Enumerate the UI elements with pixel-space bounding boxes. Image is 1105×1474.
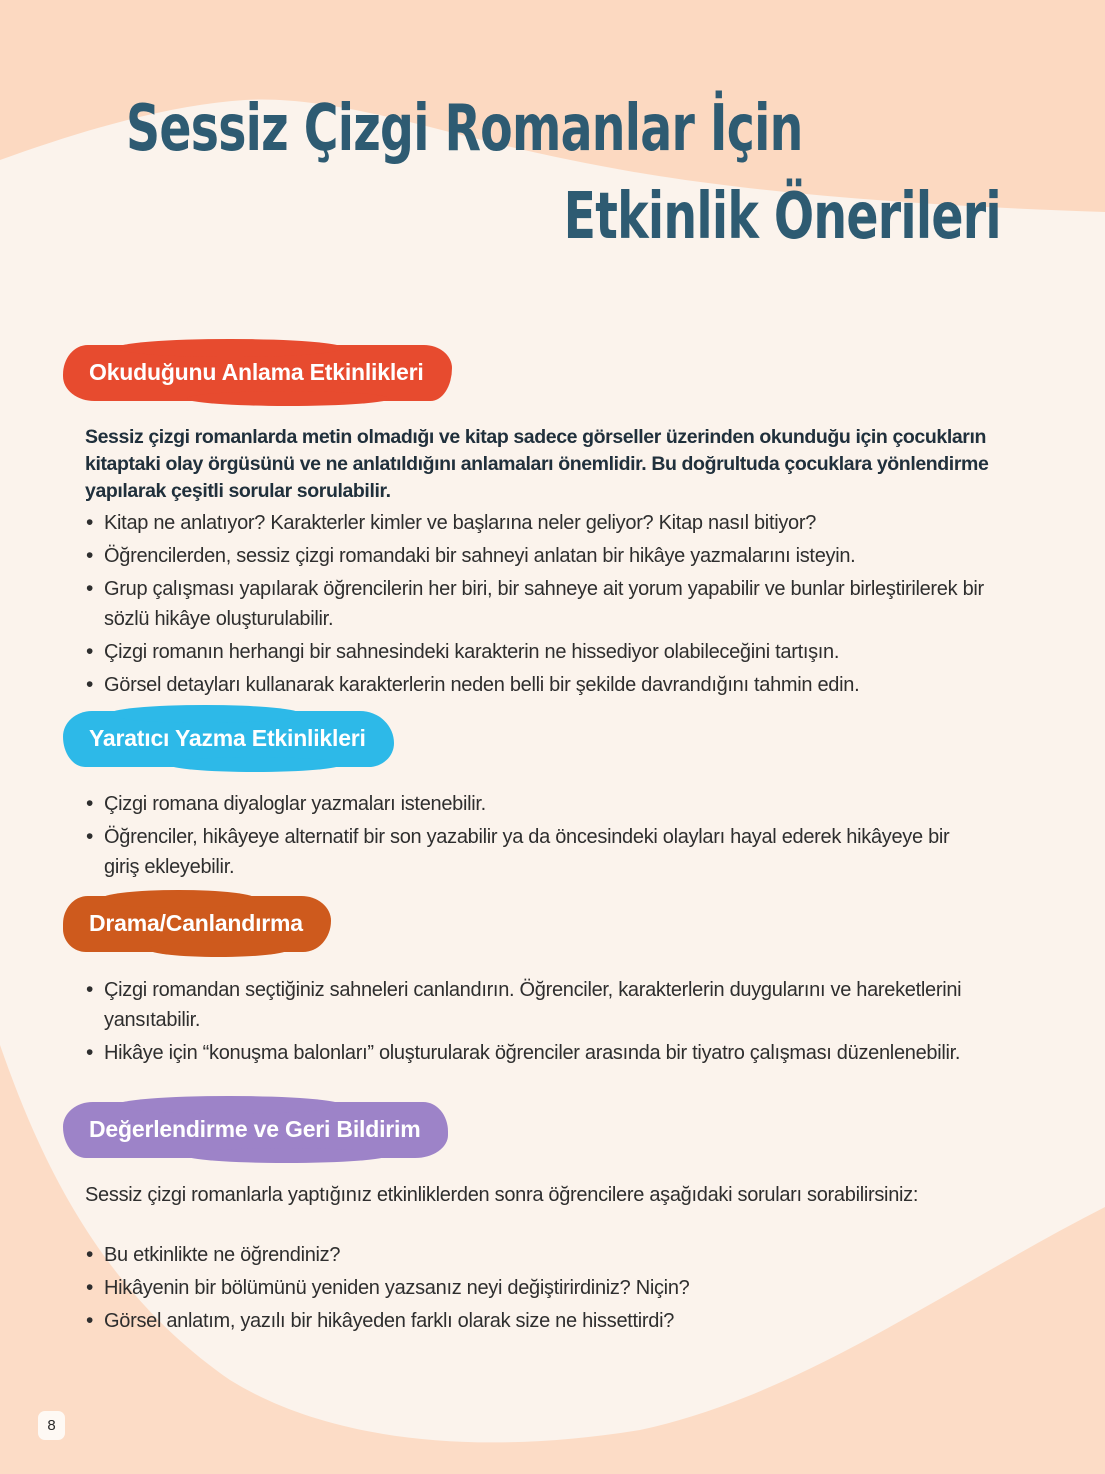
bullet-item: • Görsel anlatım, yazılı bir hikâyeden farklı olarak size ne hissettirdi? (85, 1306, 689, 1336)
bullet-item: • Hikâye için “konuşma balonları” oluşturularak öğrenciler arasında bir tiyatro çalışması düzenlenebilir. (85, 1038, 985, 1068)
section-heading-label: Değerlendirme ve Geri Bildirim (89, 1116, 421, 1142)
bullet-item: • Kitap ne anlatıyor? Karakterler kimler ve başlarına neler geliyor? Kitap nasıl bitiyor? (85, 508, 985, 538)
bullet-item: • Çizgi romana diyaloglar yazmaları istenebilir. (85, 789, 985, 819)
section-heading-label: Drama/Canlandırma (89, 910, 303, 936)
section-heading-comprehension (63, 345, 452, 401)
bullet-list-drama (85, 975, 985, 1068)
section-heading-evaluation (63, 1102, 448, 1158)
bullet-list-evaluation (85, 1240, 689, 1336)
bullet-list-creative-writing (85, 789, 985, 882)
bullet-list-comprehension (85, 508, 985, 700)
bullet-item: • Öğrenciler, hikâyeye alternatif bir son yazabilir ya da öncesindeki olayları hayal ederek hikâyeye bir giriş ekleyebilir. (85, 822, 985, 882)
page-number-badge (38, 1411, 65, 1440)
bullet-item: • Hikâyenin bir bölümünü yeniden yazsanız neyi değiştirirdiniz? Niçin? (85, 1273, 689, 1303)
section-heading-drama (63, 896, 331, 952)
section-intro-comprehension: Sessiz çizgi romanlarda metin olmadığı ve kitap sadece görseller üzerinden okunduğu için çocukların kitaptaki olay örgüsünü ve ne anlatıldığını anlamaları önemlidir. Bu doğrultuda çocuklara yönlendirme yapılarak çeşitli sorular sorulabilir. (85, 426, 989, 502)
section-heading-label: Yaratıcı Yazma Etkinlikleri (89, 725, 366, 751)
bullet-item: • Çizgi romanın herhangi bir sahnesindeki karakterin ne hissediyor olabileceğini tartışın. (85, 637, 985, 667)
section-intro-evaluation: Sessiz çizgi romanlarla yaptığınız etkinliklerden sonra öğrencilere aşağıdaki soruları sorabilirsiniz: (85, 1184, 919, 1206)
bullet-item: • Öğrencilerden, sessiz çizgi romandaki bir sahneyi anlatan bir hikâye yazmalarını isteyin. (85, 541, 985, 571)
page-number: 8 (47, 1417, 56, 1434)
page-title-line2: Etkinlik Önerileri (563, 180, 1001, 254)
bullet-item: • Bu etkinlikte ne öğrendiniz? (85, 1240, 689, 1270)
bullet-item: • Görsel detayları kullanarak karakterlerin neden belli bir şekilde davrandığını tahmin edin. (85, 670, 985, 700)
section-heading-creative-writing (63, 711, 394, 767)
bullet-item: • Grup çalışması yapılarak öğrencilerin her biri, bir sahneye ait yorum yapabilir ve bunlar birleştirilerek bir sözlü hikâye oluşturulabilir. (85, 574, 985, 634)
section-heading-label: Okuduğunu Anlama Etkinlikleri (89, 359, 424, 385)
bullet-item: • Çizgi romandan seçtiğiniz sahneleri canlandırın. Öğrenciler, karakterlerin duygularını ve hareketlerini yansıtabilir. (85, 975, 985, 1035)
page-title-line1: Sessiz Çizgi Romanlar İçin (126, 92, 803, 166)
